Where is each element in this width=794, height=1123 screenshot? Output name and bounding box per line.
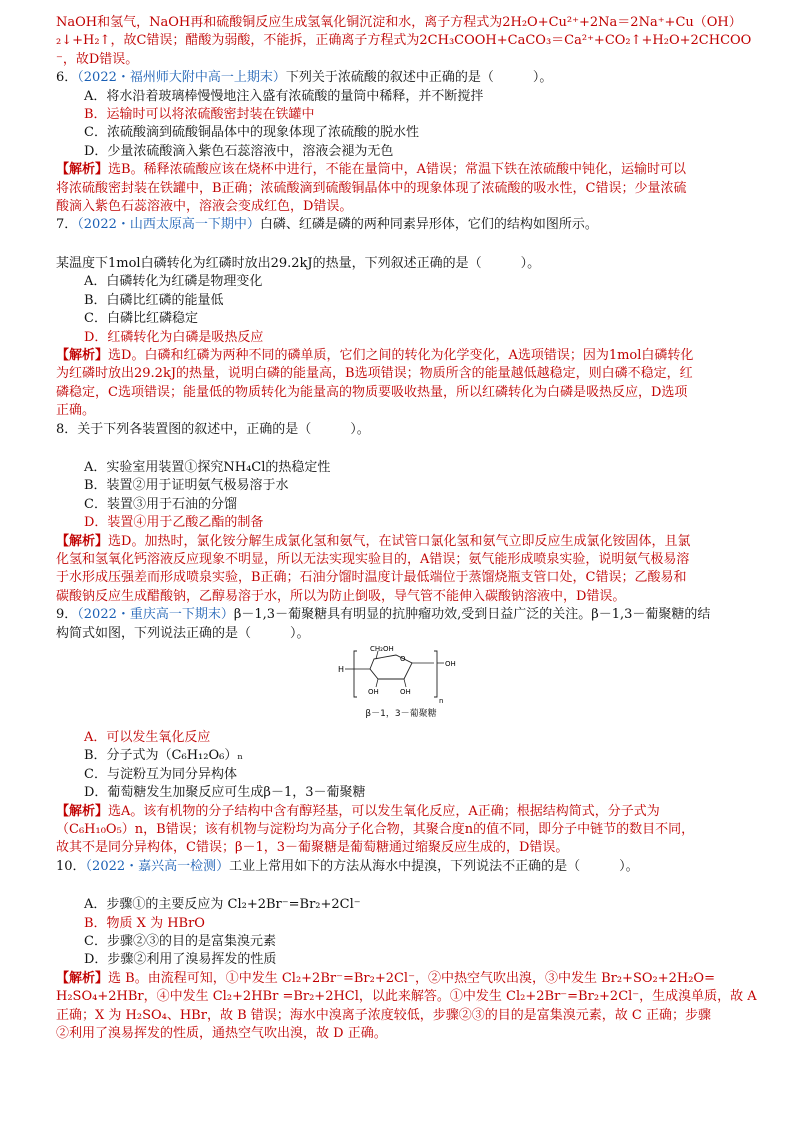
prev-analysis-line-2: ₂↓+H₂↑，故C错误；醋酸为弱酸，不能拆，正确离子方程式为2CH₃COOH+CaCO₃＝Ca²⁺+CO₂↑+H₂O+2CHCOO [56, 33, 752, 49]
q10-analysis-line-3: 正确；X 为 H₂SO₄、HBr，故 B 错误；海水中溴离子浓度较低，步骤②③的目的是富集溴元素，故 C 正确；步骤 [56, 1007, 711, 1023]
question-8-stem: 8．关于下列各装置图的叙述中，正确的是（ ）。 [56, 421, 370, 437]
q6-option-b: B．运输时可以将浓硫酸密封装在铁罐中 [84, 107, 315, 123]
question-7-stem: 7．（2022・山西太原高一下期中）白磷、红磷是磷的两种同素异形体，它们的结构如图所示。 [56, 217, 598, 233]
q7-analysis-line-2: 为红磷时放出29.2kJ的热量，说明白磷的能量高，B选项错误；物质所含的能量越低越稳定，则白磷不稳定，红 [56, 366, 693, 382]
q6-analysis-line-1: 【解析】选B。稀释浓硫酸应该在烧杯中进行，不能在量筒中，A错误；常温下铁在浓硫酸中钝化，运输时可以 [56, 162, 686, 178]
q8-option-c: C．装置③用于石油的分馏 [84, 496, 237, 512]
q8-figure-space [56, 439, 746, 459]
left-bracket [354, 651, 357, 697]
structure-ch2oh-label: CH₂OH [370, 645, 394, 653]
q7-analysis-line-1: 【解析】选D。白磷和红磷为两种不同的磷单质，它们之间的转化为化学变化，A选项错误；因为1mol白磷转化 [56, 347, 694, 363]
q7-figure-space [56, 235, 746, 255]
q10-option-d: D．步骤②利用了溴易挥发的性质 [84, 952, 277, 968]
q9-analysis-line-3: 故其不是同分异构体，C错误；β－1，3－葡聚糖是葡萄糖通过缩聚反应生成的，D错误。 [56, 840, 569, 856]
analysis-tag: 【解析】 [56, 970, 109, 986]
structure-n-subscript: n [439, 697, 444, 705]
q10-figure-space [56, 876, 746, 896]
q7-option-b: B．白磷比红磷的能量低 [84, 292, 224, 308]
analysis-tag: 【解析】 [56, 347, 109, 363]
prev-analysis-line-1: NaOH和氢气，NaOH再和硫酸铜反应生成氢氧化铜沉淀和水，离子方程式为2H₂O+Cu²⁺+2Na＝2Na⁺+Cu（OH） [56, 15, 742, 30]
analysis-tag: 【解析】 [56, 162, 109, 178]
q8-analysis-line-4: 碳酸钠反应生成醋酸钠，乙醇易溶于水，所以为防止倒吸，导气管不能伸入碳酸钠溶液中，D错误。 [56, 588, 626, 604]
bond-line [404, 679, 406, 687]
question-7-source: （2022・山西太原高一下期中） [77, 217, 260, 233]
q9-option-c: C．与淀粉互为同分异构体 [84, 766, 237, 782]
question-10-stem: 10．（2022・嘉兴高一检测）工业上常用如下的方法从海水中提溴，下列说法不正确的是（ ）。 [56, 858, 639, 874]
structure-h-label: H [338, 665, 345, 674]
structure-ring-o-label: O [400, 655, 406, 663]
q8-option-b: B．装置②用于证明氨气极易溶于水 [84, 478, 289, 494]
structure-oh-right-label: OH [445, 660, 456, 668]
question-7-stem-2: 某温度下1mol白磷转化为红磷时放出29.2kJ的热量，下列叙述正确的是（ ）。 [56, 255, 541, 271]
structure-oh-bottom-left-label: OH [368, 688, 379, 696]
prev-analysis-line-3: ⁻，故D错误。 [56, 51, 139, 67]
q9-option-b: B．分子式为（C₆H₁₂O₆）ₙ [84, 748, 243, 764]
analysis-tag: 【解析】 [56, 533, 109, 549]
q9-analysis-line-2: （C₆H₁₀O₅）n，B错误；该有机物与淀粉均为高分子化合物，其聚合度n的值不同，即分子中链节的数目不同， [56, 822, 695, 838]
q10-analysis-line-4: ②利用了溴易挥发的性质，通热空气吹出溴，故 D 正确。 [56, 1026, 387, 1042]
q6-option-a: A．将水沿着玻璃棒慢慢地注入盛有浓硫酸的量筒中稀释，并不断搅拌 [84, 88, 484, 104]
question-6-stem: 6．（2022・福州师大附中高一上期末）下列关于浓硫酸的叙述中正确的是（ ）。 [56, 70, 553, 86]
document-page [56, 14, 757, 1044]
bond-line [376, 679, 378, 687]
q10-analysis-line-1: 【解析】选 B。由流程可知，①中发生 Cl₂+2Br⁻=Br₂+2Cl⁻，②中热空气吹出溴，③中发生 Br₂+SO₂+2H₂O= [56, 970, 715, 986]
q8-analysis-line-3: 于水形成压强差而形成喷泉实验，B正确；石油分馏时温度计最低端位于蒸馏烧瓶支管口处，C错误；乙酸易和 [56, 570, 687, 586]
q7-option-c: C．白磷比红磷稳定 [84, 311, 198, 327]
q7-analysis-line-4: 正确。 [56, 403, 96, 419]
q10-option-a: A．步骤①的主要反应为 Cl₂+2Br⁻=Br₂+2Cl⁻ [84, 897, 361, 913]
right-bracket [434, 651, 437, 697]
question-6-source: （2022・福州师大附中高一上期末） [77, 70, 286, 86]
q8-option-a: A．实验室用装置①探究NH₄Cl的热稳定性 [84, 459, 331, 475]
glucan-structure-figure [56, 645, 746, 719]
q8-option-d: D．装置④用于乙酸乙酯的制备 [84, 515, 264, 531]
q7-option-d: D．红磷转化为白磷是吸热反应 [84, 329, 264, 345]
question-9-stem: 9．（2022・重庆高一下期末）β－1,3－葡聚糖具有明显的抗肿瘤功效,受到日益广泛的关注。β－1,3－葡聚糖的结 [56, 607, 711, 623]
question-9-stem-2: 构简式如图，下列说法正确的是（ ）。 [56, 625, 310, 641]
question-10-source: （2022・嘉兴高一检测） [85, 858, 230, 874]
q9-option-d: D．葡萄糖发生加聚反应可生成β－1，3－葡聚糖 [84, 785, 366, 801]
question-9-source: （2022・重庆高一下期末） [77, 607, 234, 623]
q10-option-b: B．物质 X 为 HBrO [84, 915, 205, 931]
q6-analysis-line-2: 将浓硫酸密封装在铁罐中，B正确；浓硫酸滴到硫酸铜晶体中的现象体现了浓硫酸的吸水性，C错误；少量浓硫 [56, 180, 687, 196]
q7-analysis-line-3: 磷稳定，C选项错误；能量低的物质转化为能量高的物质要吸收热量，所以红磷转化为白磷是吸热反应，D选项 [56, 384, 688, 400]
figure-caption: β－1，3－葡聚糖 [365, 709, 437, 719]
glucan-structure-diagram [336, 645, 466, 705]
q8-analysis-line-1: 【解析】选D。加热时，氯化铵分解生成氯化氢和氨气，在试管口氯化氢和氨气立即反应生成氯化铵固体，且氯 [56, 533, 691, 549]
q8-analysis-line-2: 化氢和氢氧化钙溶液反应现象不明显，所以无法实现实验目的，A错误；氨气能形成喷泉实验，说明氨气极易溶 [56, 551, 690, 567]
q10-analysis-line-2: H₂SO₄+2HBr，④中发生 Cl₂+2HBr =Br₂+2HCl，以此来解答。①中发生 Cl₂+2Br⁻=Br₂+2Cl⁻，生成溴单质，故 A [56, 989, 757, 1005]
structure-oh-bottom-right-label: OH [400, 688, 411, 696]
q6-option-c: C．浓硫酸滴到硫酸铜晶体中的现象体现了浓硫酸的脱水性 [84, 125, 419, 141]
q6-analysis-line-3: 酸滴入紫色石蕊溶液中，溶液会变成红色，D错误。 [56, 199, 353, 215]
q7-option-a: A．白磷转化为红磷是物理变化 [84, 274, 263, 290]
q10-option-c: C．步骤②③的目的是富集溴元素 [84, 934, 276, 950]
q9-analysis-line-1: 【解析】选A。该有机物的分子结构中含有醇羟基，可以发生氧化反应，A正确；根据结构简式，分子式为 [56, 803, 660, 819]
q9-option-a: A．可以发生氧化反应 [84, 730, 211, 745]
analysis-tag: 【解析】 [56, 803, 109, 819]
q6-option-d: D．少量浓硫酸滴入紫色石蕊溶液中，溶液会褪为无色 [84, 143, 394, 159]
